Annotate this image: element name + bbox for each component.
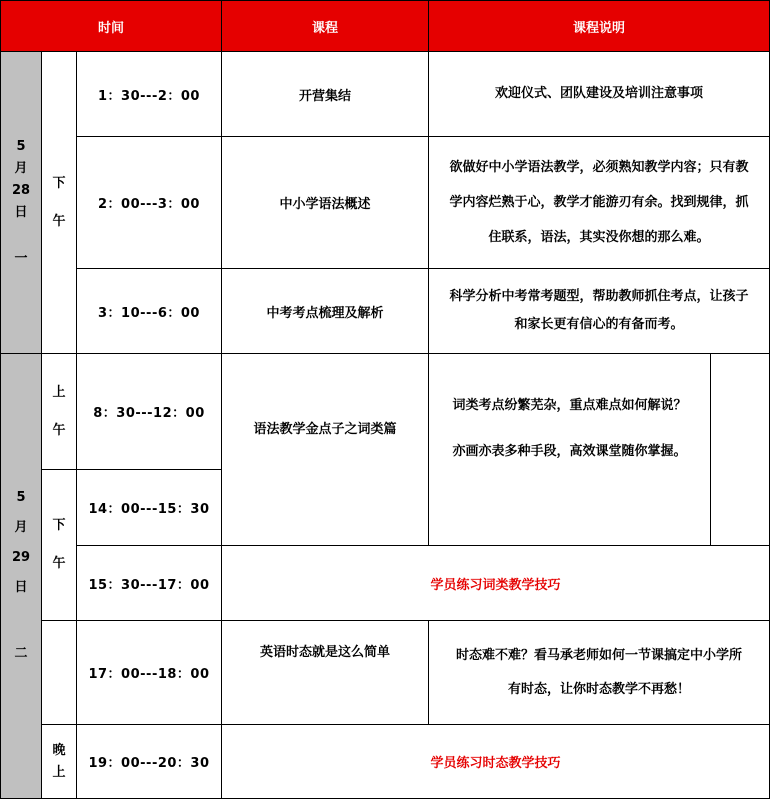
- header-row: [1, 1, 770, 52]
- header-course: 课程: [222, 1, 429, 52]
- date-char: 月: [14, 520, 28, 535]
- table-row: [1, 137, 770, 269]
- time-cell: 3：10---6：00: [77, 269, 222, 354]
- period-char: 下: [52, 518, 66, 533]
- period-char: 上: [52, 384, 66, 400]
- date-cell-day2: [1, 354, 42, 799]
- period-cell-afternoon: [42, 470, 77, 621]
- period-char: 午: [52, 422, 66, 438]
- period-cell-evening: [42, 725, 77, 799]
- description-line: 学内容烂熟于心，教学才能游刃有余。找到规律，抓: [449, 195, 749, 210]
- description-cell: [429, 137, 770, 269]
- period-cell-empty: [42, 621, 77, 725]
- description-line: 词类考点纷繁芜杂，重点难点如何解说？: [452, 398, 687, 413]
- time-cell: 2：00---3：00: [77, 137, 222, 269]
- table-row: [1, 269, 770, 354]
- date-cell-day1: [1, 52, 42, 354]
- description-cell: [429, 621, 770, 725]
- table-row: [1, 354, 770, 470]
- time-cell: 17：00---18：00: [77, 621, 222, 725]
- course-cell: 中考考点梳理及解析: [222, 269, 429, 354]
- date-char: 28: [11, 182, 31, 198]
- description-line: 时态难不难？看马承老师如何一节课搞定中小学所: [456, 647, 743, 663]
- date-char: 29: [11, 550, 31, 565]
- time-cell: 15：30---17：00: [77, 546, 222, 621]
- period-char: 午: [52, 213, 66, 229]
- description-line: 有时态，让你时态教学不再愁！: [508, 681, 691, 697]
- period-cell-afternoon: [42, 52, 77, 354]
- header-description: 课程说明: [429, 1, 770, 52]
- date-char: 月: [14, 160, 28, 176]
- time-cell: 19：00---20：30: [77, 725, 222, 799]
- description-line: 欲做好中小学语法教学，必须熟知教学内容；只有教: [449, 160, 749, 175]
- course-cell: 语法教学金点子之词类篇: [222, 354, 429, 546]
- period-cell-morning: [42, 354, 77, 470]
- period-char: 晚: [52, 742, 66, 758]
- description-line: 住联系，语法，其实没你想的那么难。: [488, 230, 710, 245]
- period-char: 午: [52, 556, 66, 571]
- period-char: 下: [52, 175, 66, 191]
- table-row: [1, 546, 770, 621]
- date-char: 一: [14, 250, 28, 266]
- date-char: 日: [14, 204, 28, 220]
- description-cell: [429, 354, 711, 546]
- table-row: [1, 52, 770, 137]
- description-line: 欢迎仪式、团队建设及培训注意事项: [495, 86, 704, 101]
- date-char: 5: [16, 490, 26, 505]
- description-line: 科学分析中考常考题型，帮助教师抓住考点，让孩子: [449, 289, 749, 304]
- course-cell: 中小学语法概述: [222, 137, 429, 269]
- course-cell: 开营集结: [222, 52, 429, 137]
- practice-cell: 学员练习词类教学技巧: [222, 546, 770, 621]
- time-cell: 14：00---15：30: [77, 470, 222, 546]
- table-row: [1, 725, 770, 799]
- empty-cell: [711, 354, 770, 546]
- description-cell: [429, 52, 770, 137]
- table-row: [1, 621, 770, 725]
- date-char: 日: [14, 580, 28, 595]
- time-cell: 1：30---2：00: [77, 52, 222, 137]
- period-char: 上: [52, 764, 66, 780]
- course-cell: 英语时态就是这么简单: [222, 621, 429, 725]
- date-char: 5: [16, 138, 26, 154]
- description-cell: [429, 269, 770, 354]
- time-cell: 8：30---12：00: [77, 354, 222, 470]
- practice-cell: 学员练习时态教学技巧: [222, 725, 770, 799]
- description-line: 和家长更有信心的有备而考。: [514, 317, 684, 332]
- description-line: 亦画亦表多种手段，高效课堂随你掌握。: [452, 444, 687, 459]
- date-char: 二: [14, 646, 28, 661]
- header-time: 时间: [1, 1, 222, 52]
